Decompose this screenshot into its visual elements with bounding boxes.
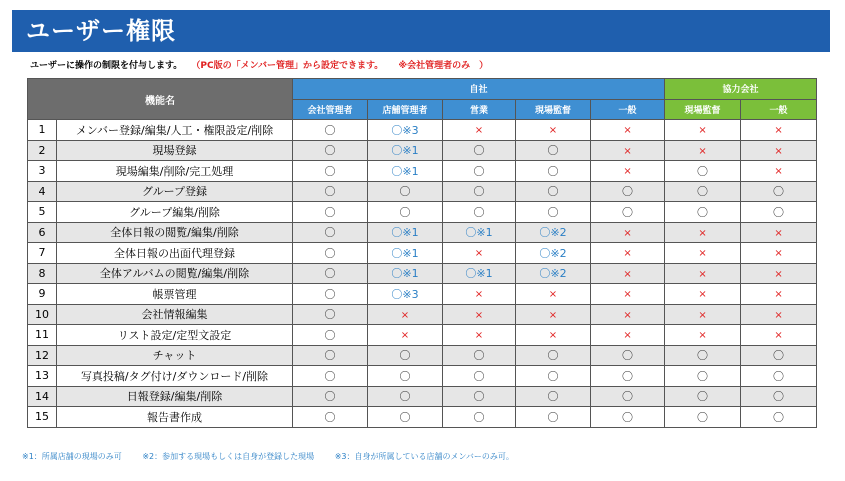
allowed-mark: 〇 [547, 349, 559, 363]
allowed-mark: 〇 [547, 369, 559, 383]
table-row [28, 407, 817, 428]
table-row [28, 263, 817, 284]
allowed-mark: 〇 [324, 164, 336, 178]
function-name: 日報登録/編集/削除 [57, 386, 293, 407]
denied-mark: × [623, 227, 632, 239]
permission-cell [293, 407, 368, 428]
permission-cell [293, 181, 368, 202]
permission-cell [443, 222, 516, 243]
footnote-3: ※3：自身が所属している店舗のメンバーのみ可。 [334, 452, 514, 461]
denied-mark: × [774, 330, 783, 342]
allowed-mark: 〇 [324, 410, 336, 424]
allowed-mark: 〇 [324, 308, 336, 322]
allowed-mark: 〇 [399, 349, 411, 363]
permission-cell [665, 243, 741, 264]
allowed-mark: 〇 [473, 349, 485, 363]
allowed-mark: 〇 [697, 410, 709, 424]
permission-cell [293, 140, 368, 161]
denied-mark: × [623, 166, 632, 178]
conditional-mark: 〇※2 [539, 226, 567, 240]
permission-cell [368, 243, 443, 264]
function-name: 写真投稿/タグ付け/ダウンロード/削除 [57, 366, 293, 387]
footnote-1: ※1：所属店舗の現場のみ可 [22, 452, 122, 461]
column-header: 営業 [443, 99, 516, 120]
permission-cell [591, 243, 665, 264]
permission-cell [443, 120, 516, 141]
permission-cell [516, 181, 591, 202]
function-name: グループ登録 [57, 181, 293, 202]
permission-cell [368, 407, 443, 428]
allowed-mark: 〇 [697, 205, 709, 219]
permission-cell [368, 366, 443, 387]
denied-mark: × [698, 125, 707, 137]
permission-cell [443, 243, 516, 264]
permission-cell [591, 304, 665, 325]
conditional-mark: 〇※1 [391, 144, 419, 158]
permission-cell [741, 407, 817, 428]
denied-mark: × [698, 248, 707, 260]
denied-mark: × [698, 289, 707, 301]
allowed-mark: 〇 [324, 267, 336, 281]
allowed-mark: 〇 [622, 205, 634, 219]
conditional-mark: 〇※3 [391, 287, 419, 301]
permission-cell [516, 243, 591, 264]
permission-cell [741, 161, 817, 182]
table-row [28, 202, 817, 223]
permission-cell [741, 202, 817, 223]
row-number: 15 [28, 407, 57, 428]
allowed-mark: 〇 [622, 410, 634, 424]
row-number: 2 [28, 140, 57, 161]
allowed-mark: 〇 [622, 185, 634, 199]
denied-mark: × [548, 330, 558, 342]
allowed-mark: 〇 [547, 144, 559, 158]
group-header-partner: 協力会社 [665, 79, 817, 100]
denied-mark: × [698, 268, 707, 280]
denied-mark: × [623, 289, 632, 301]
allowed-mark: 〇 [622, 349, 634, 363]
conditional-mark: 〇※1 [391, 267, 419, 281]
permission-cell [443, 140, 516, 161]
allowed-mark: 〇 [324, 369, 336, 383]
permission-cell [368, 202, 443, 223]
denied-mark: × [400, 309, 410, 321]
allowed-mark: 〇 [324, 226, 336, 240]
allowed-mark: 〇 [324, 246, 336, 260]
permission-cell [741, 120, 817, 141]
allowed-mark: 〇 [473, 410, 485, 424]
permission-cell [665, 386, 741, 407]
allowed-mark: 〇 [473, 205, 485, 219]
permission-cell [741, 386, 817, 407]
permission-cell [665, 345, 741, 366]
function-name: メンバー登録/編集/人工・権限設定/削除 [57, 120, 293, 141]
allowed-mark: 〇 [697, 164, 709, 178]
conditional-mark: 〇※1 [391, 164, 419, 178]
denied-mark: × [474, 248, 484, 260]
permission-cell [443, 181, 516, 202]
allowed-mark: 〇 [473, 390, 485, 404]
denied-mark: × [698, 309, 707, 321]
permission-cell [443, 161, 516, 182]
row-number: 9 [28, 284, 57, 305]
function-name: 現場登録 [57, 140, 293, 161]
column-header: 店舗管理者 [368, 99, 443, 120]
denied-mark: × [623, 248, 632, 260]
permission-cell [368, 120, 443, 141]
table-row [28, 345, 817, 366]
row-number: 10 [28, 304, 57, 325]
denied-mark: × [774, 227, 783, 239]
permission-cell [741, 304, 817, 325]
allowed-mark: 〇 [473, 185, 485, 199]
allowed-mark: 〇 [399, 410, 411, 424]
permission-cell [591, 263, 665, 284]
allowed-mark: 〇 [324, 185, 336, 199]
function-name: 全体日報の出面代理登録 [57, 243, 293, 264]
subtitle [30, 58, 488, 71]
permission-cell [741, 345, 817, 366]
permission-cell [741, 222, 817, 243]
page-title: ユーザー権限 [12, 10, 830, 52]
function-name: チャット [57, 345, 293, 366]
row-number: 13 [28, 366, 57, 387]
allowed-mark: 〇 [697, 185, 709, 199]
allowed-mark: 〇 [324, 144, 336, 158]
permission-cell [665, 181, 741, 202]
row-number: 3 [28, 161, 57, 182]
function-name: 現場編集/削除/完工処理 [57, 161, 293, 182]
permission-cell [516, 345, 591, 366]
row-number: 5 [28, 202, 57, 223]
permission-cell [741, 366, 817, 387]
table-row [28, 120, 817, 141]
denied-mark: × [623, 145, 632, 157]
allowed-mark: 〇 [399, 369, 411, 383]
permission-cell [665, 120, 741, 141]
column-header: 会社管理者 [293, 99, 368, 120]
permission-cell [741, 140, 817, 161]
permission-cell [591, 366, 665, 387]
function-name: 報告書作成 [57, 407, 293, 428]
permission-cell [591, 325, 665, 346]
conditional-mark: 〇※3 [391, 123, 419, 137]
permission-cell [591, 407, 665, 428]
denied-mark: × [774, 145, 783, 157]
function-header: 機能名 [28, 79, 293, 120]
permission-cell [293, 243, 368, 264]
allowed-mark: 〇 [324, 123, 336, 137]
permission-cell [665, 140, 741, 161]
permission-cell [591, 222, 665, 243]
column-header: 一般 [741, 99, 817, 120]
allowed-mark: 〇 [697, 349, 709, 363]
permission-cell [368, 263, 443, 284]
permission-cell [368, 345, 443, 366]
permission-cell [293, 386, 368, 407]
permission-cell [591, 140, 665, 161]
group-header-row [28, 79, 817, 100]
permission-cell [293, 284, 368, 305]
allowed-mark: 〇 [622, 369, 634, 383]
conditional-mark: 〇※2 [539, 267, 567, 281]
allowed-mark: 〇 [697, 390, 709, 404]
permission-cell [665, 202, 741, 223]
allowed-mark: 〇 [773, 369, 785, 383]
function-name: 帳票管理 [57, 284, 293, 305]
table-row [28, 140, 817, 161]
row-number: 6 [28, 222, 57, 243]
function-name: 全体日報の閲覧/編集/削除 [57, 222, 293, 243]
permission-cell [516, 140, 591, 161]
denied-mark: × [774, 125, 783, 137]
permission-cell [368, 161, 443, 182]
permission-cell [368, 284, 443, 305]
permission-cell [741, 284, 817, 305]
allowed-mark: 〇 [697, 369, 709, 383]
allowed-mark: 〇 [324, 328, 336, 342]
permission-cell [368, 140, 443, 161]
denied-mark: × [548, 309, 558, 321]
denied-mark: × [474, 289, 484, 301]
permission-cell [443, 386, 516, 407]
denied-mark: × [623, 268, 632, 280]
table-row [28, 284, 817, 305]
subtitle-note: （PC版の「メンバー管理」から設定できます。 [191, 61, 384, 71]
table-row [28, 243, 817, 264]
row-number: 1 [28, 120, 57, 141]
permission-table-body [28, 120, 817, 428]
permission-cell [293, 345, 368, 366]
denied-mark: × [698, 145, 707, 157]
permission-cell [443, 407, 516, 428]
conditional-mark: 〇※1 [465, 226, 493, 240]
permission-cell [516, 304, 591, 325]
function-name: 会社情報編集 [57, 304, 293, 325]
permission-cell [665, 161, 741, 182]
allowed-mark: 〇 [473, 164, 485, 178]
table-row [28, 161, 817, 182]
permission-cell [591, 161, 665, 182]
permission-cell [368, 181, 443, 202]
permission-cell [293, 263, 368, 284]
function-name: グループ編集/削除 [57, 202, 293, 223]
denied-mark: × [698, 330, 707, 342]
permission-cell [368, 304, 443, 325]
permission-cell [516, 366, 591, 387]
column-header: 現場監督 [516, 99, 591, 120]
permission-cell [443, 325, 516, 346]
permission-cell [516, 161, 591, 182]
table-row [28, 386, 817, 407]
permission-cell [591, 181, 665, 202]
subtitle-main: ユーザーに操作の制限を付与します。 [30, 61, 183, 71]
subtitle-admin-note: ※会社管理者のみ ） [398, 61, 489, 71]
allowed-mark: 〇 [399, 185, 411, 199]
permission-cell [516, 120, 591, 141]
denied-mark: × [400, 330, 410, 342]
permission-cell [591, 120, 665, 141]
denied-mark: × [774, 248, 783, 260]
permission-cell [443, 366, 516, 387]
allowed-mark: 〇 [324, 287, 336, 301]
allowed-mark: 〇 [773, 185, 785, 199]
permission-cell [516, 407, 591, 428]
permission-cell [741, 181, 817, 202]
denied-mark: × [774, 268, 783, 280]
conditional-mark: 〇※1 [391, 246, 419, 260]
allowed-mark: 〇 [324, 349, 336, 363]
row-number: 7 [28, 243, 57, 264]
permission-cell [665, 263, 741, 284]
permission-cell [443, 345, 516, 366]
permission-cell [293, 366, 368, 387]
permission-table [27, 78, 817, 428]
permission-cell [665, 407, 741, 428]
allowed-mark: 〇 [773, 349, 785, 363]
permission-cell [368, 325, 443, 346]
denied-mark: × [623, 125, 632, 137]
allowed-mark: 〇 [547, 410, 559, 424]
allowed-mark: 〇 [547, 205, 559, 219]
function-name: 全体アルバムの閲覧/編集/削除 [57, 263, 293, 284]
denied-mark: × [698, 227, 707, 239]
permission-cell [665, 304, 741, 325]
permission-cell [443, 284, 516, 305]
permission-cell [591, 284, 665, 305]
permission-cell [368, 222, 443, 243]
denied-mark: × [474, 125, 484, 137]
table-row [28, 304, 817, 325]
permission-cell [741, 325, 817, 346]
permission-cell [293, 161, 368, 182]
permission-cell [591, 386, 665, 407]
allowed-mark: 〇 [547, 164, 559, 178]
allowed-mark: 〇 [324, 205, 336, 219]
denied-mark: × [774, 166, 783, 178]
allowed-mark: 〇 [773, 410, 785, 424]
permission-cell [293, 325, 368, 346]
allowed-mark: 〇 [547, 185, 559, 199]
denied-mark: × [548, 125, 558, 137]
row-number: 14 [28, 386, 57, 407]
permission-cell [516, 325, 591, 346]
allowed-mark: 〇 [622, 390, 634, 404]
permission-cell [665, 366, 741, 387]
denied-mark: × [623, 309, 632, 321]
permission-cell [368, 386, 443, 407]
table-row [28, 181, 817, 202]
allowed-mark: 〇 [324, 390, 336, 404]
denied-mark: × [474, 309, 484, 321]
permission-cell [443, 263, 516, 284]
denied-mark: × [623, 330, 632, 342]
permission-cell [516, 284, 591, 305]
column-header: 一般 [591, 99, 665, 120]
permission-cell [741, 243, 817, 264]
allowed-mark: 〇 [473, 144, 485, 158]
row-number: 8 [28, 263, 57, 284]
permission-cell [516, 386, 591, 407]
permission-cell [516, 202, 591, 223]
permission-cell [293, 202, 368, 223]
footnote-2: ※2：参加する現場もしくは自身が登録した現場 [142, 452, 315, 461]
row-number: 4 [28, 181, 57, 202]
function-name: リスト設定/定型文設定 [57, 325, 293, 346]
group-header-self: 自社 [293, 79, 665, 100]
permission-cell [665, 325, 741, 346]
row-number: 11 [28, 325, 57, 346]
denied-mark: × [474, 330, 484, 342]
permission-cell [293, 222, 368, 243]
permission-cell [293, 120, 368, 141]
conditional-mark: 〇※1 [465, 267, 493, 281]
permission-cell [591, 345, 665, 366]
denied-mark: × [774, 289, 783, 301]
allowed-mark: 〇 [773, 390, 785, 404]
allowed-mark: 〇 [547, 390, 559, 404]
permission-cell [665, 284, 741, 305]
row-number: 12 [28, 345, 57, 366]
column-header: 現場監督 [665, 99, 741, 120]
table-row [28, 325, 817, 346]
allowed-mark: 〇 [773, 205, 785, 219]
allowed-mark: 〇 [399, 390, 411, 404]
denied-mark: × [774, 309, 783, 321]
permission-cell [443, 304, 516, 325]
permission-cell [516, 263, 591, 284]
permission-cell [591, 202, 665, 223]
permission-cell [665, 222, 741, 243]
allowed-mark: 〇 [399, 205, 411, 219]
permission-cell [443, 202, 516, 223]
permission-cell [741, 263, 817, 284]
conditional-mark: 〇※1 [391, 226, 419, 240]
permission-cell [293, 304, 368, 325]
table-row [28, 366, 817, 387]
footnotes [22, 451, 532, 462]
denied-mark: × [548, 289, 558, 301]
permission-cell [516, 222, 591, 243]
table-row [28, 222, 817, 243]
conditional-mark: 〇※2 [539, 246, 567, 260]
allowed-mark: 〇 [473, 369, 485, 383]
